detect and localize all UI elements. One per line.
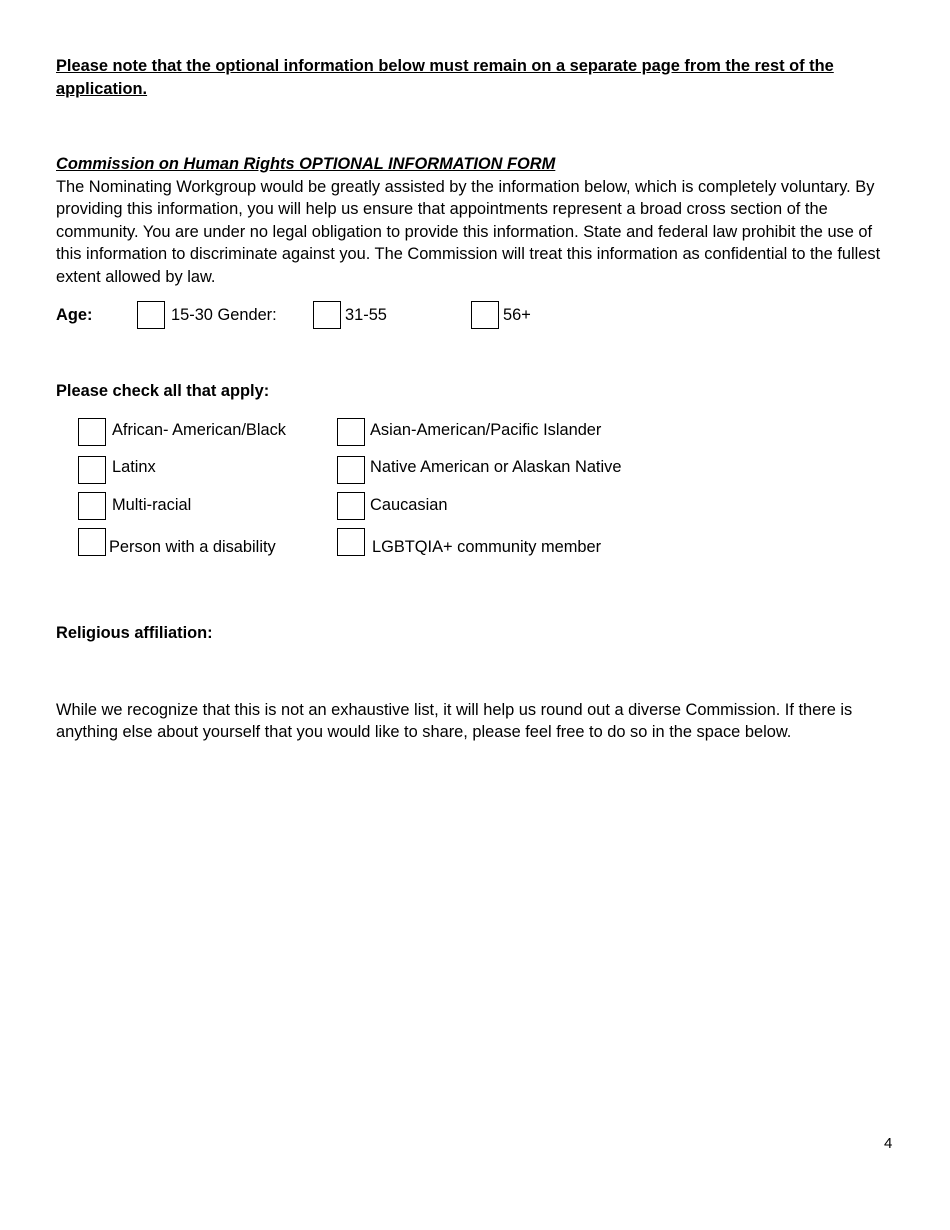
- person-with-disability-checkbox[interactable]: [78, 528, 106, 556]
- form-title: Commission on Human Rights OPTIONAL INFORMATION FORM: [56, 155, 556, 173]
- closing-paragraph: While we recognize that this is not an exhaustive list, it will help us round out a diverse Commission. If there is anything else about yourself that you would like to share, please feel free to do so in the space below.: [56, 701, 853, 742]
- asian-american-pacific-islander-checkbox[interactable]: [337, 418, 365, 446]
- native-american-alaskan-native-label: Native American or Alaskan Native: [370, 458, 622, 476]
- intro-paragraph: The Nominating Workgroup would be greatly assisted by the information below, which is completely voluntary. By providing this information, you will help us ensure that appointments represent a broad cross section of the community. You are under no legal obligation to provide this information. State and federal law prohibit the use of this information to discriminate against you. The Commission will treat this information as confidential to the fullest extent allowed by law.: [56, 178, 881, 286]
- age-56-plus-checkbox[interactable]: [471, 301, 499, 329]
- age-15-30-label: 15-30 Gender:: [171, 306, 277, 324]
- age-31-55-checkbox[interactable]: [313, 301, 341, 329]
- person-with-disability-label: Person with a disability: [109, 538, 276, 556]
- age-56-plus-label: 56+: [503, 306, 531, 324]
- age-15-30-checkbox[interactable]: [137, 301, 165, 329]
- caucasian-checkbox[interactable]: [337, 492, 365, 520]
- separate-page-notice: Please note that the optional information below must remain on a separate page from the rest of the application.: [56, 57, 834, 98]
- age-label: Age:: [56, 306, 93, 324]
- check-all-heading: Please check all that apply:: [56, 382, 270, 400]
- religious-affiliation-heading: Religious affiliation:: [56, 624, 213, 642]
- age-31-55-label: 31-55: [345, 306, 387, 324]
- native-american-alaskan-native-checkbox[interactable]: [337, 456, 365, 484]
- multi-racial-label: Multi-racial: [112, 496, 192, 514]
- caucasian-label: Caucasian: [370, 496, 448, 514]
- latinx-label: Latinx: [112, 458, 156, 476]
- page-number: 4: [884, 1135, 893, 1152]
- lgbtqia-community-member-label: LGBTQIA+ community member: [372, 538, 602, 556]
- multi-racial-checkbox[interactable]: [78, 492, 106, 520]
- african-american-black-checkbox[interactable]: [78, 418, 106, 446]
- lgbtqia-community-member-checkbox[interactable]: [337, 528, 365, 556]
- latinx-checkbox[interactable]: [78, 456, 106, 484]
- asian-american-pacific-islander-label: Asian-American/Pacific Islander: [370, 421, 602, 439]
- african-american-black-label: African- American/Black: [112, 421, 286, 439]
